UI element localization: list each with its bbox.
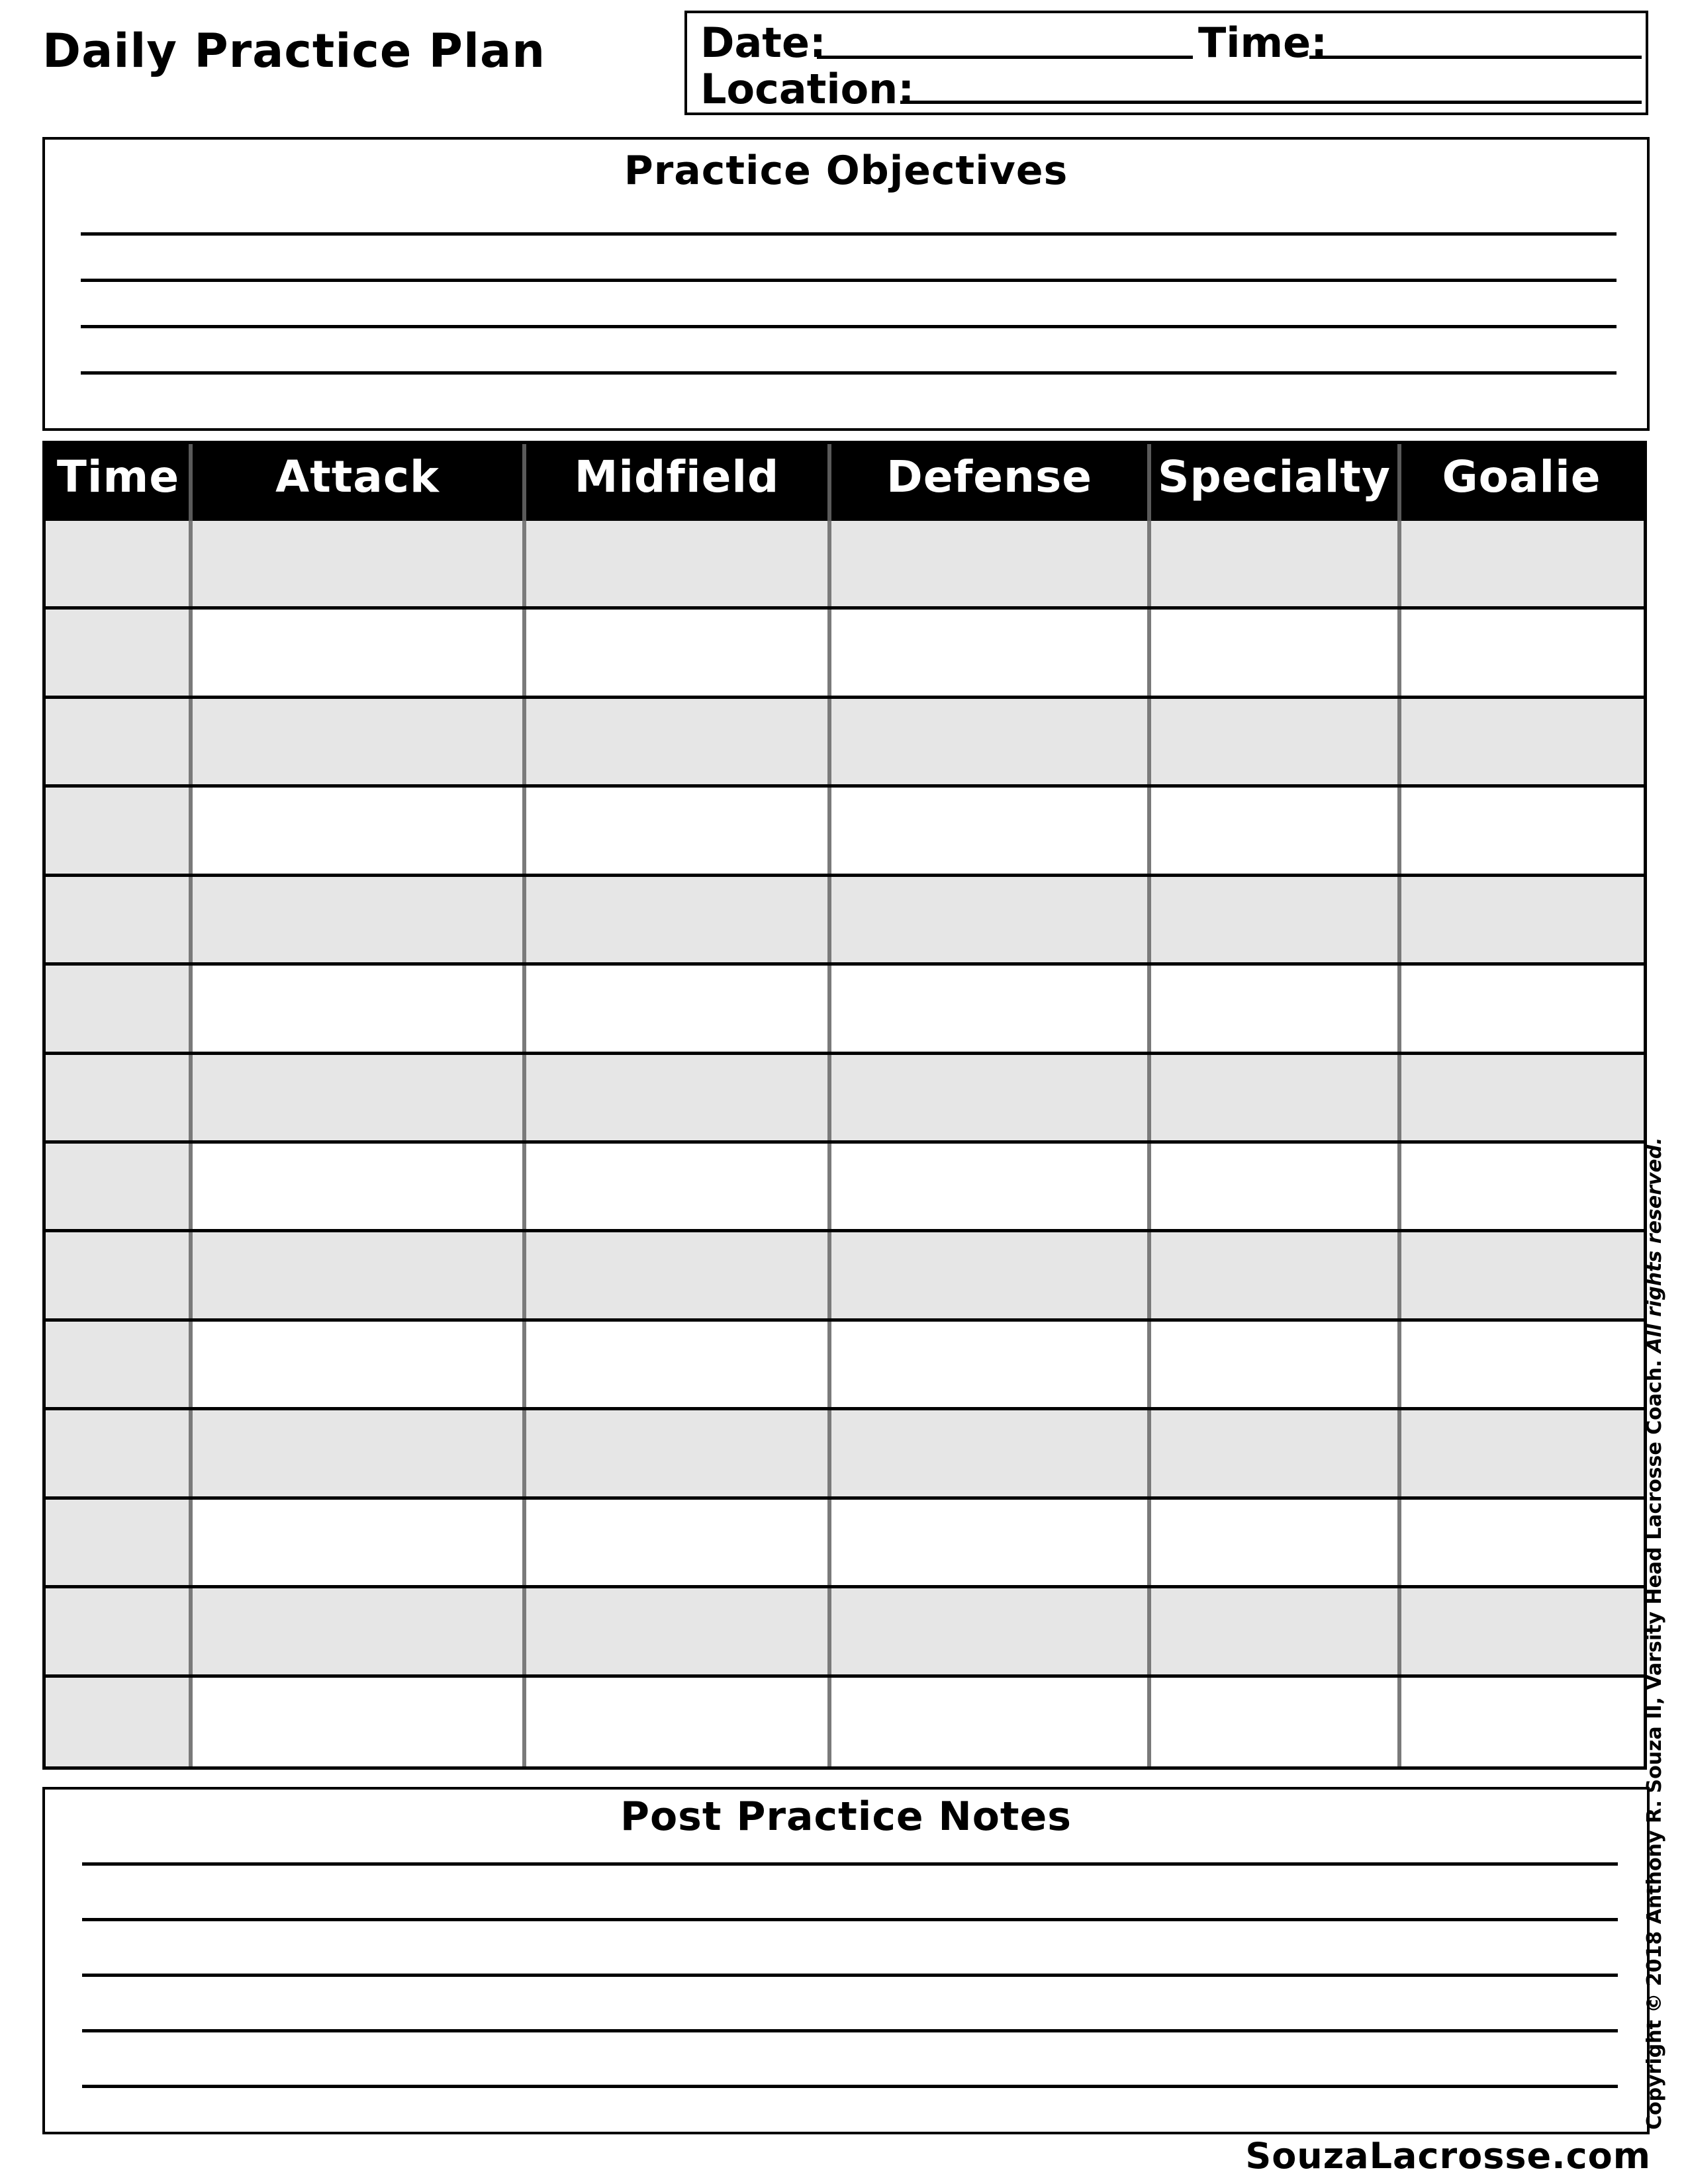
- column-divider: [1147, 1144, 1151, 1229]
- location-label: Location:: [700, 65, 915, 113]
- attack-cell[interactable]: [191, 1055, 522, 1140]
- header-divider: [827, 444, 831, 521]
- copyright-reserved-text: All rights reserved.: [1643, 1137, 1666, 1353]
- attack-cell[interactable]: [191, 966, 522, 1051]
- post-practice-notes-section: [42, 1787, 1650, 2134]
- time-cell[interactable]: [46, 1144, 191, 1229]
- column-divider: [189, 877, 193, 962]
- attack-cell[interactable]: [191, 521, 522, 606]
- goalie-cell[interactable]: [1399, 1322, 1644, 1407]
- column-divider: [1397, 521, 1401, 606]
- midfield-cell[interactable]: [524, 610, 827, 695]
- attack-cell[interactable]: [191, 788, 522, 873]
- defense-cell[interactable]: [829, 1144, 1147, 1229]
- goalie-cell[interactable]: [1399, 699, 1644, 784]
- goalie-cell[interactable]: [1399, 877, 1644, 962]
- midfield-cell[interactable]: [524, 1232, 827, 1318]
- table-row: [46, 1232, 1644, 1321]
- column-divider: [1147, 699, 1151, 784]
- specialty-cell[interactable]: [1149, 610, 1397, 695]
- date-label: Date:: [700, 19, 826, 67]
- practice-objectives-title: Practice Objectives: [624, 148, 1068, 194]
- defense-cell[interactable]: [829, 788, 1147, 873]
- time-cell[interactable]: [46, 610, 191, 695]
- column-header-attack: Attack: [275, 451, 440, 502]
- time-cell[interactable]: [46, 877, 191, 962]
- notes-line[interactable]: [82, 2029, 1618, 2032]
- column-divider: [189, 1055, 193, 1140]
- column-divider: [522, 1232, 526, 1318]
- time-cell[interactable]: [46, 1588, 191, 1674]
- column-divider: [1147, 1232, 1151, 1318]
- column-divider: [522, 1678, 526, 1766]
- website-url: SouzaLacrosse.com: [1245, 2135, 1651, 2177]
- column-divider: [522, 1500, 526, 1585]
- time-cell[interactable]: [46, 966, 191, 1051]
- column-divider: [189, 1678, 193, 1766]
- column-divider: [827, 1232, 831, 1318]
- column-divider: [1147, 1322, 1151, 1407]
- midfield-cell[interactable]: [524, 521, 827, 606]
- header-divider: [1397, 444, 1401, 521]
- column-divider: [189, 1410, 193, 1496]
- column-divider: [1147, 1055, 1151, 1140]
- column-divider: [827, 966, 831, 1051]
- attack-cell[interactable]: [191, 1322, 522, 1407]
- time-cell[interactable]: [46, 1055, 191, 1140]
- column-divider: [1397, 1144, 1401, 1229]
- objective-line[interactable]: [81, 325, 1617, 328]
- specialty-cell[interactable]: [1149, 521, 1397, 606]
- goalie-cell[interactable]: [1399, 1678, 1644, 1766]
- column-divider: [1397, 1678, 1401, 1766]
- column-divider: [522, 1588, 526, 1674]
- midfield-cell[interactable]: [524, 1144, 827, 1229]
- column-divider: [189, 1500, 193, 1585]
- copyright-notice: [1642, 1137, 1668, 2130]
- table-row: [46, 1322, 1644, 1410]
- column-divider: [189, 1144, 193, 1229]
- column-divider: [522, 966, 526, 1051]
- column-divider: [1147, 521, 1151, 606]
- column-header-midfield: Midfield: [574, 451, 780, 502]
- column-divider: [827, 1322, 831, 1407]
- specialty-cell[interactable]: [1149, 1322, 1397, 1407]
- column-divider: [1147, 1678, 1151, 1766]
- attack-cell[interactable]: [191, 1232, 522, 1318]
- goalie-cell[interactable]: [1399, 788, 1644, 873]
- specialty-cell[interactable]: [1149, 1055, 1397, 1140]
- specialty-cell[interactable]: [1149, 1410, 1397, 1496]
- column-divider: [189, 521, 193, 606]
- goalie-cell[interactable]: [1399, 1500, 1644, 1585]
- page-title: Daily Practice Plan: [42, 24, 546, 78]
- defense-cell[interactable]: [829, 521, 1147, 606]
- practice-objectives-section: [42, 137, 1650, 431]
- specialty-cell[interactable]: [1149, 1500, 1397, 1585]
- objective-line[interactable]: [81, 371, 1617, 375]
- column-header-specialty: Specialty: [1157, 451, 1391, 502]
- notes-line[interactable]: [82, 2085, 1618, 2088]
- table-row: [46, 1144, 1644, 1232]
- post-practice-notes-title: Post Practice Notes: [620, 1794, 1072, 1840]
- column-divider: [827, 788, 831, 873]
- column-divider: [1397, 1055, 1401, 1140]
- table-row: [46, 788, 1644, 876]
- specialty-cell[interactable]: [1149, 1144, 1397, 1229]
- column-divider: [1147, 1410, 1151, 1496]
- notes-line[interactable]: [82, 1918, 1618, 1921]
- copyright-main-text: Copyright © 2018 Anthony R. Souza II, Varsity Head Lacrosse Coach.: [1643, 1359, 1666, 2130]
- midfield-cell[interactable]: [524, 1410, 827, 1496]
- time-cell[interactable]: [46, 1500, 191, 1585]
- table-row: [46, 1678, 1644, 1766]
- table-row: [46, 1588, 1644, 1677]
- column-divider: [827, 610, 831, 695]
- column-divider: [522, 1410, 526, 1496]
- column-divider: [1397, 1500, 1401, 1585]
- column-header-goalie: Goalie: [1442, 451, 1601, 502]
- objective-line[interactable]: [81, 232, 1617, 236]
- column-divider: [827, 1678, 831, 1766]
- defense-cell[interactable]: [829, 1678, 1147, 1766]
- column-divider: [522, 788, 526, 873]
- goalie-cell[interactable]: [1399, 966, 1644, 1051]
- notes-line[interactable]: [82, 1974, 1618, 1977]
- objective-line[interactable]: [81, 279, 1617, 282]
- specialty-cell[interactable]: [1149, 877, 1397, 962]
- column-header-defense: Defense: [886, 451, 1093, 502]
- table-row: [46, 699, 1644, 788]
- notes-line[interactable]: [82, 1862, 1618, 1866]
- defense-cell[interactable]: [829, 1322, 1147, 1407]
- defense-cell[interactable]: [829, 1410, 1147, 1496]
- column-divider: [1397, 788, 1401, 873]
- midfield-cell[interactable]: [524, 1500, 827, 1585]
- column-divider: [1397, 1232, 1401, 1318]
- column-divider: [827, 1144, 831, 1229]
- column-divider: [1397, 966, 1401, 1051]
- time-cell[interactable]: [46, 699, 191, 784]
- time-cell[interactable]: [46, 1410, 191, 1496]
- column-divider: [827, 877, 831, 962]
- column-divider: [827, 1055, 831, 1140]
- column-divider: [1147, 966, 1151, 1051]
- column-divider: [827, 1500, 831, 1585]
- defense-cell[interactable]: [829, 1588, 1147, 1674]
- midfield-cell[interactable]: [524, 966, 827, 1051]
- attack-cell[interactable]: [191, 610, 522, 695]
- header-divider: [522, 444, 526, 521]
- column-divider: [1147, 610, 1151, 695]
- column-divider: [189, 966, 193, 1051]
- midfield-cell[interactable]: [524, 1678, 827, 1766]
- column-divider: [522, 610, 526, 695]
- defense-cell[interactable]: [829, 966, 1147, 1051]
- specialty-cell[interactable]: [1149, 1588, 1397, 1674]
- column-divider: [1397, 699, 1401, 784]
- defense-cell[interactable]: [829, 1232, 1147, 1318]
- attack-cell[interactable]: [191, 877, 522, 962]
- column-divider: [522, 1322, 526, 1407]
- column-divider: [522, 1055, 526, 1140]
- header-divider: [189, 444, 193, 521]
- column-divider: [1147, 788, 1151, 873]
- specialty-cell[interactable]: [1149, 788, 1397, 873]
- column-divider: [1397, 1588, 1401, 1674]
- time-field[interactable]: [1309, 56, 1642, 59]
- column-divider: [189, 1232, 193, 1318]
- column-divider: [1147, 877, 1151, 962]
- column-header-time: Time: [56, 451, 180, 502]
- midfield-cell[interactable]: [524, 877, 827, 962]
- table-row: [46, 966, 1644, 1054]
- attack-cell[interactable]: [191, 699, 522, 784]
- time-label: Time:: [1198, 19, 1327, 67]
- column-divider: [827, 521, 831, 606]
- defense-cell[interactable]: [829, 1500, 1147, 1585]
- column-divider: [1147, 1500, 1151, 1585]
- column-divider: [522, 521, 526, 606]
- column-divider: [189, 1322, 193, 1407]
- table-row: [46, 1410, 1644, 1499]
- header-info-box: [684, 11, 1648, 115]
- column-divider: [189, 1588, 193, 1674]
- column-divider: [827, 1410, 831, 1496]
- midfield-cell[interactable]: [524, 1322, 827, 1407]
- time-cell[interactable]: [46, 1678, 191, 1766]
- attack-cell[interactable]: [191, 1500, 522, 1585]
- column-divider: [522, 1144, 526, 1229]
- goalie-cell[interactable]: [1399, 1588, 1644, 1674]
- midfield-cell[interactable]: [524, 788, 827, 873]
- time-cell[interactable]: [46, 1232, 191, 1318]
- goalie-cell[interactable]: [1399, 1144, 1644, 1229]
- goalie-cell[interactable]: [1399, 1055, 1644, 1140]
- column-divider: [522, 699, 526, 784]
- practice-schedule-table: [42, 441, 1647, 1770]
- location-field[interactable]: [900, 101, 1642, 104]
- goalie-cell[interactable]: [1399, 521, 1644, 606]
- specialty-cell[interactable]: [1149, 1678, 1397, 1766]
- specialty-cell[interactable]: [1149, 1232, 1397, 1318]
- column-divider: [189, 699, 193, 784]
- column-divider: [522, 877, 526, 962]
- goalie-cell[interactable]: [1399, 610, 1644, 695]
- goalie-cell[interactable]: [1399, 1232, 1644, 1318]
- column-divider: [1397, 1322, 1401, 1407]
- attack-cell[interactable]: [191, 1410, 522, 1496]
- column-divider: [189, 788, 193, 873]
- table-row: [46, 1055, 1644, 1144]
- specialty-cell[interactable]: [1149, 966, 1397, 1051]
- midfield-cell[interactable]: [524, 1588, 827, 1674]
- defense-cell[interactable]: [829, 1055, 1147, 1140]
- column-divider: [1397, 877, 1401, 962]
- header-divider: [1147, 444, 1151, 521]
- time-cell[interactable]: [46, 521, 191, 606]
- attack-cell[interactable]: [191, 1678, 522, 1766]
- time-cell[interactable]: [46, 788, 191, 873]
- table-row: [46, 1500, 1644, 1588]
- table-row: [46, 610, 1644, 698]
- column-divider: [1397, 1410, 1401, 1496]
- column-divider: [827, 699, 831, 784]
- midfield-cell[interactable]: [524, 1055, 827, 1140]
- table-row: [46, 521, 1644, 610]
- column-divider: [1147, 1588, 1151, 1674]
- defense-cell[interactable]: [829, 699, 1147, 784]
- table-header-row: [46, 444, 1644, 521]
- attack-cell[interactable]: [191, 1588, 522, 1674]
- defense-cell[interactable]: [829, 610, 1147, 695]
- attack-cell[interactable]: [191, 1144, 522, 1229]
- specialty-cell[interactable]: [1149, 699, 1397, 784]
- column-divider: [189, 610, 193, 695]
- column-divider: [827, 1588, 831, 1674]
- midfield-cell[interactable]: [524, 699, 827, 784]
- date-field[interactable]: [817, 56, 1193, 59]
- table-row: [46, 877, 1644, 966]
- column-divider: [1397, 610, 1401, 695]
- time-cell[interactable]: [46, 1322, 191, 1407]
- defense-cell[interactable]: [829, 877, 1147, 962]
- goalie-cell[interactable]: [1399, 1410, 1644, 1496]
